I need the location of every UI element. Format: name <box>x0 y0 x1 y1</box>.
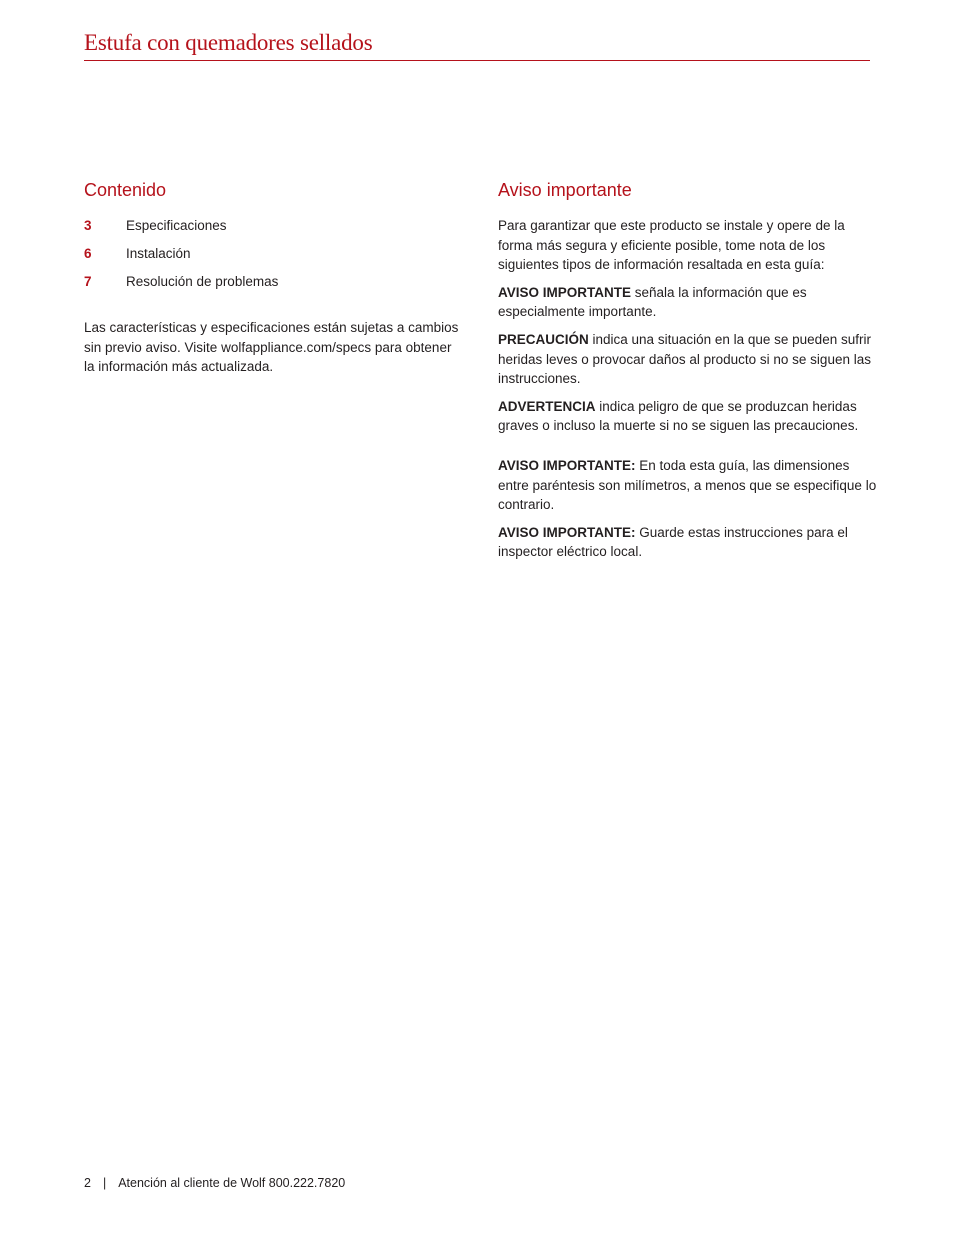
contents-page-number: 7 <box>84 274 92 289</box>
contents-label: Instalación <box>126 246 191 261</box>
contents-page-number: 6 <box>84 246 92 261</box>
contents-list <box>84 216 464 292</box>
keep-instructions-text: Guarde estas instrucciones para el inspector eléctrico local. <box>498 524 848 560</box>
contents-item[interactable] <box>84 244 464 264</box>
caution-text: indica una situación en la que se pueden sufrir heridas leves o provocar daños al producto si no se siguen las instrucciones. <box>498 331 871 387</box>
contents-section <box>84 178 464 385</box>
dimensions-note-term: AVISO IMPORTANTE: <box>498 457 636 473</box>
notice-heading: Aviso importante <box>498 180 632 200</box>
contents-label: Especificaciones <box>126 218 227 233</box>
footer-separator: | <box>102 1176 107 1190</box>
dimensions-note <box>498 456 878 515</box>
keep-instructions-term: AVISO IMPORTANTE: <box>498 524 636 540</box>
contents-label: Resolución de problemas <box>126 274 279 289</box>
contents-page-number: 3 <box>84 218 92 233</box>
contents-item[interactable] <box>84 216 464 236</box>
notice-section <box>498 178 878 570</box>
page-title: Estufa con quemadores sellados <box>84 30 373 55</box>
notice-definition <box>498 283 878 322</box>
warning-definition <box>498 397 878 436</box>
title-divider <box>84 60 870 61</box>
notice-intro: Para garantizar que este producto se instale y opere de la forma más segura y eficiente posible, tome nota de los siguientes tipos de información resaltada en esta guía: <box>498 218 845 273</box>
notice-text: señala la información que es especialmente importante. <box>498 284 807 320</box>
keep-instructions-note <box>498 523 878 562</box>
dimensions-note-text: En toda esta guía, las dimensiones entre paréntesis son milímetros, a menos que se especifique lo contrario. <box>498 457 877 513</box>
contents-heading: Contenido <box>84 180 167 200</box>
specifications-note: Las características y especificaciones están sujetas a cambios sin previo aviso. Visite wolfappliance.com/specs para obtener la información más actualizada. <box>84 320 459 375</box>
page-footer <box>84 1175 345 1191</box>
warning-text: indica peligro de que se produzcan heridas graves o incluso la muerte si no se siguen las precauciones. <box>498 398 859 434</box>
caution-term: PRECAUCIÓN <box>498 331 589 347</box>
page-number: 2 <box>84 1176 91 1190</box>
contents-item[interactable] <box>84 272 464 292</box>
customer-service-text: Atención al cliente de Wolf 800.222.7820 <box>118 1176 346 1190</box>
caution-definition <box>498 330 878 389</box>
notice-term: AVISO IMPORTANTE <box>498 284 632 300</box>
warning-term: ADVERTENCIA <box>498 398 596 414</box>
